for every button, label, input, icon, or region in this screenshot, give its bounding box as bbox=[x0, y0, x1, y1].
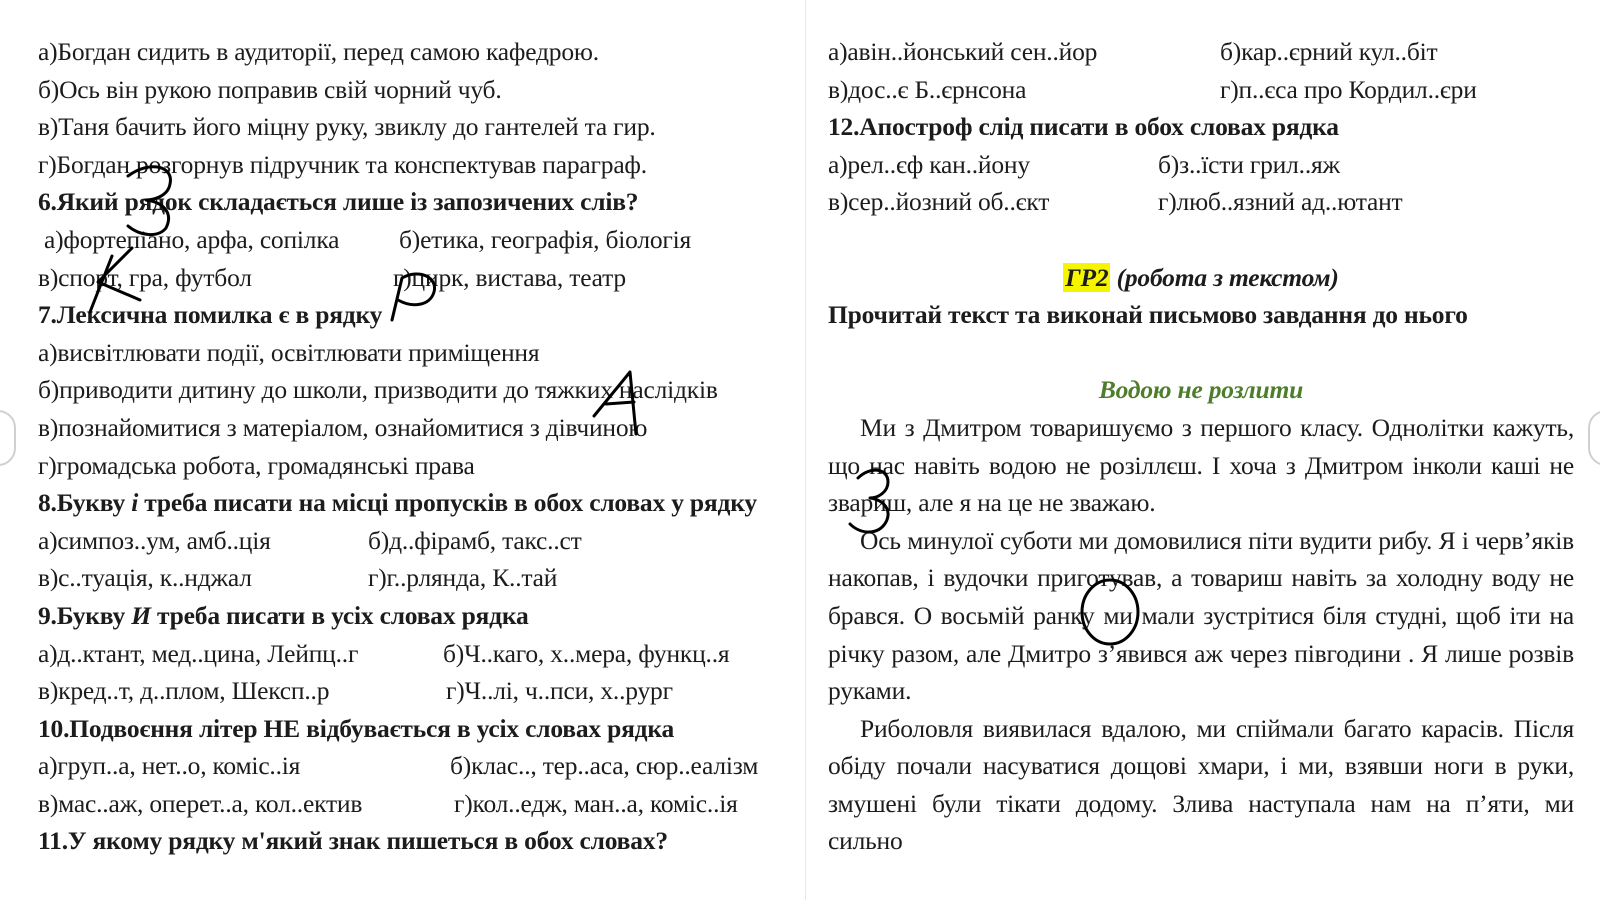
paragraph: Ми з Дмитром товаришуємо з першого класу. Однолітки кажуть, що нас навіть водою не розіллєш. І хоча з Дмитром інколи каші не звариш, але я на це не зважаю. bbox=[828, 412, 1574, 518]
story-title: Водою не розлити bbox=[1098, 375, 1304, 405]
option-a: а)фортепіано, арфа, сопілка bbox=[44, 224, 340, 254]
option-c: в)спорт, гра, футбол bbox=[38, 262, 252, 292]
option-b: б)д..фірамб, такс..ст bbox=[368, 525, 582, 555]
option-c: в)дос..є Б..єрнсона bbox=[828, 74, 1027, 104]
question-6-options-row bbox=[38, 259, 778, 297]
paragraph: Риболовля виявилася вдалою, ми спіймали багато карасів. Після обіду почали насуватися дощові хмари, і ми, взявши ноги в руки, змушені були тікати додому. Злива наступала нам на п’яти, ми сильно bbox=[828, 713, 1574, 856]
question-12-options-row bbox=[828, 183, 1574, 221]
option-c: в)мас..аж, оперет..а, кол..ектив bbox=[38, 788, 363, 818]
option-c: в)с..туація, к..нджал bbox=[38, 563, 252, 593]
question-8: 8.Букву і треба писати на місці пропусків в обох словах у рядку bbox=[38, 488, 757, 518]
option-b: б)з..їсти грил..яж bbox=[1158, 149, 1340, 179]
question-8-options-row bbox=[38, 522, 778, 560]
option-d: г)г..рлянда, К..тай bbox=[368, 563, 558, 593]
question-6-options-row bbox=[38, 221, 778, 259]
option-a: а)висвітлювати події, освітлювати приміщення bbox=[38, 337, 540, 367]
option-c: в)познайомитися з матеріалом, ознайомитися з дівчиною bbox=[38, 412, 648, 442]
option-a: а)рел..єф кан..йону bbox=[828, 149, 1030, 179]
option-b: б)етика, географія, біологія bbox=[399, 224, 692, 254]
option-c: в)кред..т, д..плом, Шексп..р bbox=[38, 676, 330, 706]
option-d: г)кол..едж, ман..а, коміс..ія bbox=[454, 788, 738, 818]
question-11-options-row bbox=[828, 71, 1574, 109]
option-a: а)груп..а, нет..о, коміс..ія bbox=[38, 751, 301, 781]
right-page bbox=[828, 33, 1574, 860]
option-d: г)громадська робота, громадянські права bbox=[38, 450, 475, 480]
question-9-options-row bbox=[38, 672, 778, 710]
question-12: 12.Апостроф слід писати в обох словах рядка bbox=[828, 112, 1339, 142]
option-b: б)приводити дитину до школи, призводити до тяжких наслідків bbox=[38, 375, 718, 405]
option-b: б)кар..єрний кул..біт bbox=[1220, 37, 1438, 66]
question-9-options-row bbox=[38, 635, 778, 673]
next-page-button[interactable] bbox=[1588, 410, 1600, 466]
question-7: 7.Лексична помилка є в рядку bbox=[38, 300, 383, 330]
question-11-options-row bbox=[828, 33, 1574, 71]
option-line: г)Богдан розгорнув підручник та конспектував параграф. bbox=[38, 149, 647, 179]
option-a: а)симпоз..ум, амб..ція bbox=[38, 525, 271, 555]
page-divider bbox=[805, 0, 806, 900]
spacer bbox=[828, 221, 1574, 259]
question-10-options-row bbox=[38, 747, 778, 785]
option-b: б)клас.., тер..аса, сюр..еалізм bbox=[450, 751, 759, 781]
question-10: 10.Подвоєння літер НЕ відбувається в усіх словах рядка bbox=[38, 713, 675, 743]
previous-page-button[interactable] bbox=[0, 410, 16, 466]
question-8-options-row bbox=[38, 559, 778, 597]
option-a: а)д..ктант, мед..цина, Лейпц..г bbox=[38, 638, 359, 668]
question-9: 9.Букву И треба писати в усіх словах рядка bbox=[38, 600, 529, 630]
option-b: б)Ч..каго, х..мера, функц..я bbox=[443, 638, 730, 668]
option-d: г)люб..язний ад..ютант bbox=[1158, 187, 1403, 217]
option-line: а)Богдан сидить в аудиторії, перед самою кафедрою. bbox=[38, 37, 599, 66]
instruction: Прочитай текст та виконай письмово завдання до нього bbox=[828, 300, 1468, 330]
option-d: г)п..єса про Кордил..єри bbox=[1220, 74, 1477, 104]
section-heading: ГР2 (робота з текстом) bbox=[1065, 262, 1339, 292]
question-11: 11.У якому рядку м'який знак пишеться в обох словах? bbox=[38, 826, 668, 856]
question-6: 6.Який рядок складається лише із запозичених слів? bbox=[38, 187, 639, 217]
option-a: а)авін..йонський сен..йор bbox=[828, 37, 1098, 66]
option-d: г)цирк, вистава, театр bbox=[393, 262, 626, 292]
option-c: в)сер..йозний об..єкт bbox=[828, 187, 1050, 217]
question-12-options-row bbox=[828, 146, 1574, 184]
story-text bbox=[828, 409, 1574, 860]
question-10-options-row bbox=[38, 785, 778, 823]
left-page bbox=[38, 33, 778, 860]
option-line: б)Ось він рукою поправив свій чорний чуб. bbox=[38, 74, 502, 104]
option-d: г)Ч..лі, ч..пси, х..рург bbox=[446, 676, 673, 706]
section-label: ГР2 bbox=[1065, 262, 1109, 292]
option-line: в)Таня бачить його міцну руку, звиклу до гантелей та гир. bbox=[38, 112, 656, 142]
spacer bbox=[828, 334, 1574, 372]
paragraph: Ось минулої суботи ми домовилися піти вудити рибу. Я і черв’яків накопав, і вудочки приготував, а товариш навіть за холодну воду не брався. О восьмій ранку ми мали зустрітися біля студні, щоб іти на річку разом, але Дмитро з’явився аж через півгодини . Я лише розвів руками. bbox=[828, 525, 1574, 706]
